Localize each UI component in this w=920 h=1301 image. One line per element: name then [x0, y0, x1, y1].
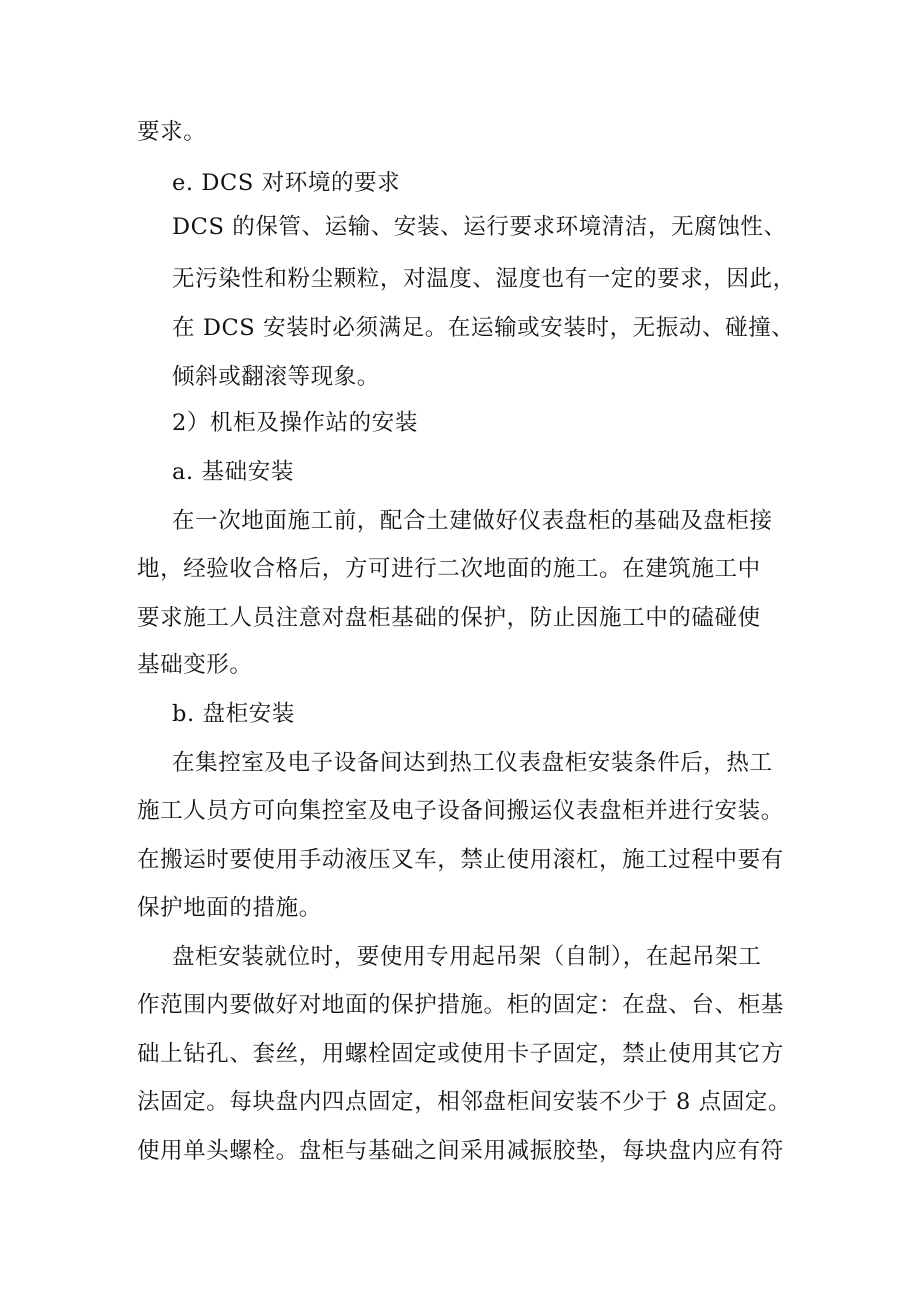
text-line: 倾斜或翻滚等现象。: [172, 364, 380, 390]
section-heading-a: a. 基础安装: [172, 459, 294, 485]
text-line: 要求。: [137, 119, 207, 145]
text-line: 作范围内要做好对地面的保护措施。柜的固定：在盘、台、柜基: [137, 992, 784, 1018]
text-line: 保护地面的措施。: [137, 895, 322, 921]
text-line: 础上钻孔、套丝，用螺栓固定或使用卡子固定，禁止使用其它方: [137, 1041, 784, 1067]
text-line: 在搬运时要使用手动液压叉车，禁止使用滚杠，施工过程中要有: [137, 847, 784, 873]
text-line: 使用单头螺栓。盘柜与基础之间采用减振胶垫，每块盘内应有符: [137, 1138, 784, 1164]
text-line: 在 DCS 安装时必须满足。在运输或安装时，无振动、碰撞、: [172, 315, 795, 341]
text-line: 无污染性和粉尘颗粒，对温度、湿度也有一定的要求，因此，: [172, 266, 796, 292]
text-line: 要求施工人员注意对盘柜基础的保护，防止因施工中的磕碰使: [137, 605, 761, 631]
text-line: 在集控室及电子设备间达到热工仪表盘柜安装条件后，热工: [172, 750, 773, 776]
section-heading-e: e. DCS 对环境的要求: [172, 170, 401, 196]
text-line: 在一次地面施工前，配合土建做好仪表盘柜的基础及盘柜接: [172, 508, 773, 534]
text-line: 法固定。每块盘内四点固定，相邻盘柜间安装不少于 8 点固定。: [137, 1089, 792, 1115]
text-line: 盘柜安装就位时，要使用专用起吊架（自制），在起吊架工: [172, 944, 762, 970]
text-line: 施工人员方可向集控室及电子设备间搬运仪表盘柜并进行安装。: [137, 798, 784, 824]
text-line: DCS 的保管、运输、安装、运行要求环境清洁，无腐蚀性、: [172, 214, 787, 240]
section-heading-b: b. 盘柜安装: [172, 701, 295, 727]
text-line: 地，经验收合格后，方可进行二次地面的施工。在建筑施工中: [137, 556, 761, 582]
text-line: 基础变形。: [137, 652, 253, 678]
section-heading-2: 2）机柜及操作站的安装: [172, 410, 418, 436]
